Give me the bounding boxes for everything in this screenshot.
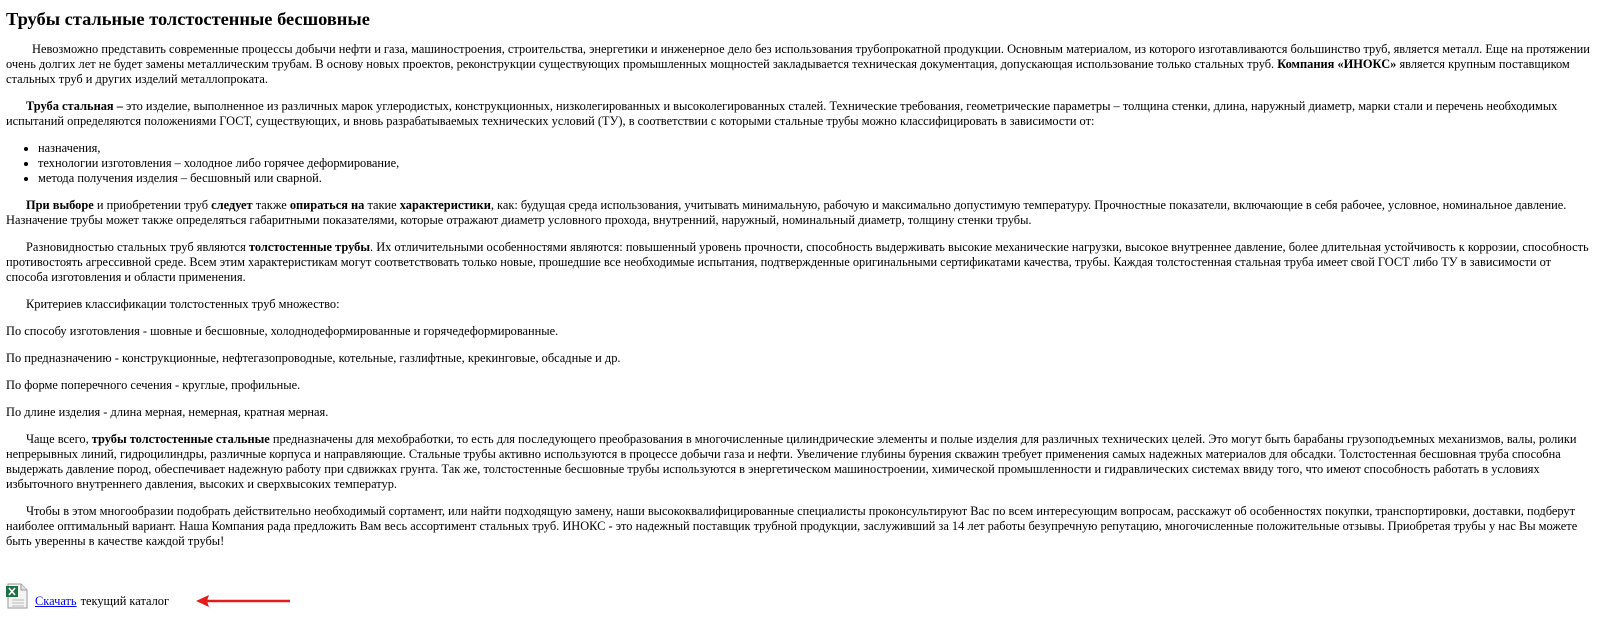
variety-paragraph: Разновидностью стальных труб являются толстостенные трубы. Их отличительными особенностями являются: повышенный уровень прочности, способность выдерживать высокие механические нагрузки, высокое внутреннее давление, более длительная устойчивость к коррозии, способность противостоять агрессивной среде. Всем этим характеристикам могут соответствовать только новые, прошедшие все необходимые испытания, подтвержденные оригинальными сертификатами качества, трубы. Каждая толстостенная стальная труба имеет свой ГОСТ либо ТУ в зависимости от способа изготовления и области применения. bbox=[6, 240, 1589, 284]
list-item: • назначения, bbox=[38, 141, 1594, 156]
classification-intro: Критериев классификации толстостенных труб множество: bbox=[26, 297, 340, 311]
classification-item: По способу изготовления - шовные и бесшовные, холоднодеформированные и горячедеформированные. bbox=[6, 324, 559, 338]
definition-paragraph: Труба стальная – это изделие, выполненное из различных марок углеродистых, конструкционных, низколегированных и высоколегированных сталей. Технические требования, геометрические параметры – толщина стенки, длина, наружный диаметр, марки стали и перечень необходимых испытаний определяются положениями ГОСТ, существующих, и вновь разрабатываемых технических условий (ТУ), в соответствии с которыми стальные трубы можно классифицировать в зависимости от: bbox=[6, 99, 1558, 128]
download-text: текущий каталог bbox=[80, 594, 170, 608]
closing-paragraph: Чтобы в этом многообразии подобрать действительно необходимый сортамент, или найти подходящую замену, наши высококвалифицированные специалисты проконсультируют Вас по всем интересующим вопросам, расскажут об особенностях покупки, транспортировки, доставки, подберут наиболее оптимальный вариант. Наша Компания рада предложить Вам весь ассортимент стальных труб. ИНОКС - это надежный поставщик трубной продукции, заслуживший за 14 лет работы безупречную репутацию, многочисленные положительные отзывы. Приобретая трубы у нас Вы можете быть уверенны в качестве каждой трубы! bbox=[6, 504, 1578, 548]
article bbox=[6, 0, 1594, 561]
download-catalog bbox=[6, 583, 169, 609]
intro-paragraph: Невозможно представить современные процессы добычи нефти и газа, машиностроения, строительства, энергетики и инженерное дело без использования трубопрокатной продукции. Основным материалом, из которого изготавливаются большинство труб, является металл. Еще на протяжении очень долгих лет не будет замены металлическим трубам. В основу новых проектов, реконструкции существующих промышленных мощностей закладывается техническая документация, допускающая использование только стальных труб. Компания «ИНОКС» является крупным поставщиком стальных труб и других изделий металлопроката. bbox=[6, 42, 1590, 86]
classification-item: По форме поперечного сечения - круглые, профильные. bbox=[6, 378, 301, 392]
list-item: • метода получения изделия – бесшовный или сварной. bbox=[38, 171, 1594, 186]
classification-item: По длине изделия - длина мерная, немерная, кратная мерная. bbox=[6, 405, 329, 419]
criteria-list bbox=[6, 141, 1594, 186]
usage-paragraph: Чаще всего, трубы толстостенные стальные предназначены для мехобработки, то есть для последующего преобразования в многочисленные цилиндрические элементы и полые изделия для различных технических целей. Это могут быть барабаны грузоподъемных механизмов, валы, ролики непрерывных линий, гидроцилиндры, различные корпуса и направляющие. Стальные трубы активно используются в процессе добычи газа и нефти. Увеличение глубины бурения скважин требует применения самых надежных материалов для обсадки. Толстостенная бесшовная труба способна выдержать давление пород, обеспечивает надежную работу при сдвижках грунта. Так же, толстостенные бесшовные трубы используются в энергетическом машиностроении, химической промышленности и гидравлических системах ввиду того, что имеют способность работать в условиях избыточного внутреннего давления, высоких и сверхвысоких температур. bbox=[6, 432, 1577, 491]
download-link[interactable]: Скачать bbox=[35, 594, 77, 608]
page-title: Трубы стальные толстостенные бесшовные bbox=[6, 9, 370, 29]
selection-paragraph: При выборе и приобретении труб следует также опираться на такие характеристики, как: будущая среда использования, учитывать минимальную, рабочую и максимально допустимую температуру. Прочностные показатели, включающие в себя рабочее, условное, номинальное давление. Назначение трубы может также определяться габаритными показателями, которые отражают диаметр условного прохода, внутренний, наружный, номинальный диаметр, толщину стенки трубы. bbox=[6, 198, 1567, 227]
classification-item: По предназначению - конструкционные, нефтегазопроводные, котельные, газлифтные, крекинговые, обсадные и др. bbox=[6, 351, 621, 365]
list-item: • технологии изготовления – холодное либо горячее деформирование, bbox=[38, 156, 1594, 171]
excel-file-icon[interactable] bbox=[6, 583, 28, 609]
pointer-arrow-icon bbox=[196, 594, 292, 608]
